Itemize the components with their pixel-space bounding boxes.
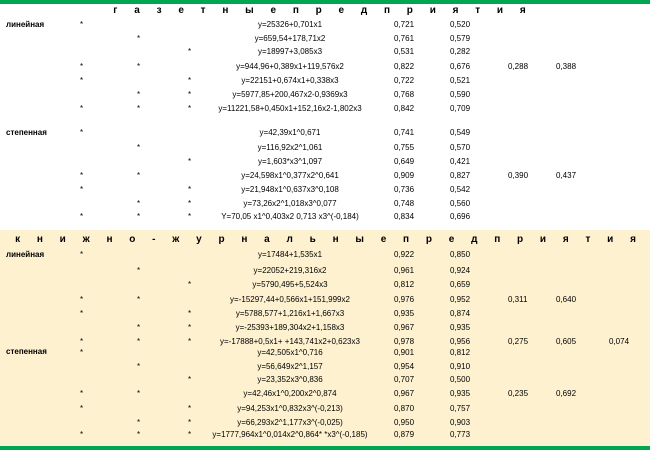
regression-equation: Y=70,05 x1^0,403x2 0,713 x3^(-0,184): [221, 212, 359, 221]
factor-marker: *: [80, 212, 84, 221]
r-squared-value: 0,924: [450, 266, 471, 275]
r-value: 0,901: [394, 348, 415, 357]
regression-equation: y=42,46x1^0,200x2^0,874: [243, 389, 337, 398]
factor-marker: *: [80, 185, 84, 194]
coefficient-x1: 0,390: [508, 171, 529, 180]
factor-marker: *: [188, 104, 192, 113]
factor-marker: *: [80, 389, 84, 398]
regression-equation: y=-15297,44+0,566x1+151,999x2: [230, 295, 350, 304]
regression-equation: y=23,352x3^0,836: [257, 375, 323, 384]
r-squared-value: 0,542: [450, 185, 471, 194]
factor-marker: *: [188, 323, 192, 332]
r-squared-value: 0,676: [450, 62, 471, 71]
factor-marker: *: [188, 157, 192, 166]
regression-equation: y=22052+219,316x2: [253, 266, 327, 275]
coefficient-x2: 0,388: [556, 62, 577, 71]
regression-equation: y=-25393+189,304x2+1,158x3: [235, 323, 345, 332]
factor-marker: *: [80, 348, 84, 357]
regression-equation: y=22151+0,674x1+0,338x3: [241, 76, 339, 85]
r-value: 0,531: [394, 47, 415, 56]
regression-equation: y=1,603*x3^1,097: [257, 157, 323, 166]
r-value: 0,935: [394, 309, 415, 318]
factor-marker: *: [80, 404, 84, 413]
r-squared-value: 0,874: [450, 309, 471, 318]
factor-marker: *: [188, 309, 192, 318]
factor-marker: *: [188, 90, 192, 99]
coefficient-x1: 0,235: [508, 389, 529, 398]
r-value: 0,961: [394, 266, 415, 275]
r-value: 0,879: [394, 430, 415, 439]
factor-marker: *: [188, 375, 192, 384]
regression-equation: y=116,92x2^1,061: [257, 143, 323, 152]
section-title-newspaper: г а з е т н ы е п р е д п р и я т и я: [113, 5, 533, 16]
factor-marker: *: [188, 404, 192, 413]
regression-equation: y=659,54+178,71x2: [254, 34, 326, 43]
r-squared-value: 0,590: [450, 90, 471, 99]
coefficient-x2: 0,437: [556, 171, 577, 180]
factor-marker: *: [137, 143, 141, 152]
r-squared-value: 0,570: [450, 143, 471, 152]
factor-marker: *: [188, 418, 192, 427]
r-value: 0,649: [394, 157, 415, 166]
regression-equation: y=18997+3,085x3: [257, 47, 323, 56]
regression-equation: y=17484+1,535x1: [257, 250, 323, 259]
r-value: 0,909: [394, 171, 415, 180]
r-value: 0,768: [394, 90, 415, 99]
factor-marker: *: [188, 280, 192, 289]
factor-marker: *: [137, 171, 141, 180]
factor-marker: *: [188, 212, 192, 221]
model-label-power: степенная: [6, 128, 47, 137]
r-value: 0,967: [394, 323, 415, 332]
r-squared-value: 0,952: [450, 295, 471, 304]
r-squared-value: 0,757: [450, 404, 471, 413]
r-squared-value: 0,521: [450, 76, 471, 85]
r-squared-value: 0,421: [450, 157, 471, 166]
factor-marker: *: [137, 418, 141, 427]
r-value: 0,967: [394, 389, 415, 398]
factor-marker: *: [80, 309, 84, 318]
r-value: 0,954: [394, 362, 415, 371]
model-label-linear: линейная: [6, 250, 45, 259]
factor-marker: *: [80, 171, 84, 180]
factor-marker: *: [80, 430, 84, 439]
regression-equation: y=1777,964x1^0,014x2^0,864* *x3^(-0,185): [212, 430, 368, 439]
r-value: 0,812: [394, 280, 415, 289]
regression-equation: y=66,293x2^1,177x3^(-0,025): [237, 418, 343, 427]
factor-marker: *: [80, 104, 84, 113]
r-squared-value: 0,935: [450, 323, 471, 332]
r-value: 0,842: [394, 104, 415, 113]
factor-marker: *: [137, 362, 141, 371]
factor-marker: *: [80, 337, 84, 346]
regression-equation: y=42,39x1^0,671: [259, 128, 321, 137]
r-value: 0,761: [394, 34, 415, 43]
r-squared-value: 0,696: [450, 212, 471, 221]
regression-equation: y=42,505x1^0,716: [257, 348, 323, 357]
r-value: 0,736: [394, 185, 415, 194]
factor-marker: *: [137, 323, 141, 332]
r-squared-value: 0,549: [450, 128, 471, 137]
r-value: 0,707: [394, 375, 415, 384]
factor-marker: *: [137, 389, 141, 398]
factor-marker: *: [137, 295, 141, 304]
r-squared-value: 0,773: [450, 430, 471, 439]
factor-marker: *: [80, 295, 84, 304]
factor-marker: *: [137, 337, 141, 346]
model-label-power: степенная: [6, 347, 47, 356]
regression-equation: y=11221,58+0,450x1+152,16x2-1,802x3: [218, 104, 362, 113]
r-squared-value: 0,903: [450, 418, 471, 427]
r-squared-value: 0,659: [450, 280, 471, 289]
r-squared-value: 0,282: [450, 47, 471, 56]
regression-equation: y=94,253x1^0,832x3^(-0,213): [237, 404, 343, 413]
regression-equation: y=73,26x2^1,018x3^0,077: [243, 199, 337, 208]
factor-marker: *: [80, 62, 84, 71]
factor-marker: *: [80, 76, 84, 85]
r-squared-value: 0,850: [450, 250, 471, 259]
r-squared-value: 0,827: [450, 171, 471, 180]
factor-marker: *: [188, 337, 192, 346]
r-value: 0,822: [394, 62, 415, 71]
r-value: 0,950: [394, 418, 415, 427]
factor-marker: *: [188, 47, 192, 56]
section-title-books-magazines: к н и ж н о - ж у р н а л ь н ы е п р е д п р и я т и я: [15, 234, 643, 245]
r-squared-value: 0,560: [450, 199, 471, 208]
coefficient-x2: 0,640: [556, 295, 577, 304]
r-squared-value: 0,935: [450, 389, 471, 398]
r-value: 0,721: [394, 20, 415, 29]
r-value: 0,722: [394, 76, 415, 85]
coefficient-x1: 0,275: [508, 337, 529, 346]
r-value: 0,976: [394, 295, 415, 304]
r-squared-value: 0,709: [450, 104, 471, 113]
factor-marker: *: [188, 199, 192, 208]
regression-equation: y=56,649x2^1,157: [257, 362, 323, 371]
factor-marker: *: [188, 430, 192, 439]
regression-equation: y=21,948x1^0,637x3^0,108: [241, 185, 339, 194]
r-squared-value: 0,956: [450, 337, 471, 346]
regression-equation: y=944,96+0,389x1+119,576x2: [236, 62, 344, 71]
r-value: 0,748: [394, 199, 415, 208]
regression-equation: y=25326+0,701x1: [257, 20, 323, 29]
r-squared-value: 0,520: [450, 20, 471, 29]
bottom-accent-bar: [0, 446, 650, 450]
regression-equation: y=24,598x1^0,377x2^0,641: [241, 171, 339, 180]
regression-equation: y=5790,495+5,524x3: [252, 280, 328, 289]
factor-marker: *: [188, 185, 192, 194]
regression-equation: y=-17888+0,5x1+ +143,741x2+0,623x3: [220, 337, 360, 346]
factor-marker: *: [137, 104, 141, 113]
factor-marker: *: [137, 90, 141, 99]
factor-marker: *: [80, 250, 84, 259]
regression-equation: y=5977,85+200,467x2-0,9369x3: [232, 90, 348, 99]
factor-marker: *: [137, 62, 141, 71]
r-squared-value: 0,500: [450, 375, 471, 384]
coefficient-x2: 0,605: [556, 337, 577, 346]
coefficient-x3: 0,074: [609, 337, 630, 346]
top-accent-bar: [0, 0, 650, 4]
factor-marker: *: [137, 199, 141, 208]
factor-marker: *: [188, 76, 192, 85]
coefficient-x2: 0,692: [556, 389, 577, 398]
r-squared-value: 0,812: [450, 348, 471, 357]
factor-marker: *: [80, 20, 84, 29]
regression-equation: y=5788,577+1,216x1+1,667x3: [235, 309, 345, 318]
coefficient-x1: 0,311: [508, 295, 528, 304]
r-value: 0,922: [394, 250, 415, 259]
r-value: 0,741: [394, 128, 415, 137]
factor-marker: *: [137, 212, 141, 221]
factor-marker: *: [137, 430, 141, 439]
factor-marker: *: [137, 266, 141, 275]
r-value: 0,978: [394, 337, 415, 346]
factor-marker: *: [80, 128, 84, 137]
r-squared-value: 0,910: [450, 362, 471, 371]
r-squared-value: 0,579: [450, 34, 471, 43]
r-value: 0,834: [394, 212, 415, 221]
factor-marker: *: [137, 34, 141, 43]
r-value: 0,755: [394, 143, 415, 152]
r-value: 0,870: [394, 404, 415, 413]
model-label-linear: линейная: [6, 20, 45, 29]
coefficient-x1: 0,288: [508, 62, 529, 71]
